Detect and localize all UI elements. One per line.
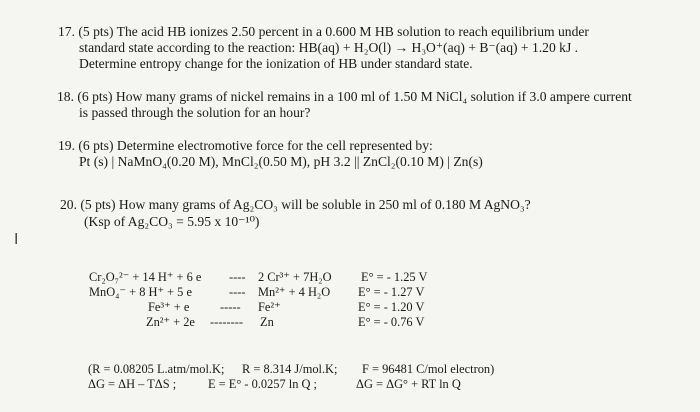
reaction-2-potential: E° = - 1.27 V [358, 285, 425, 299]
reaction-1-potential: E° = - 1.25 V [361, 270, 428, 284]
question-17-line-2: standard state according to the reaction: HB(aq) + H₂O(l) → H₃O⁺(aq) + B⁻(aq) + 1.20 kJ . [79, 40, 579, 55]
text-cursor-icon: I [14, 230, 19, 248]
constant-gas-r-joule: R = 8.314 J/mol.K; [242, 362, 338, 376]
reaction-1-left: Cr₂O₇²⁻ + 14 H⁺ + 6 e [89, 270, 202, 284]
equation-gibbs: ΔG = ΔH – TΔS ; [88, 377, 177, 391]
reaction-4-arrow: -------- [210, 315, 244, 329]
question-17-line-1: 17. (5 pts) The acid HB ionizes 2.50 percent in a 0.600 M HB solution to reach equilibrium under [58, 24, 589, 39]
question-18-line-1: 18. (6 pts) How many grams of nickel remains in a 100 ml of 1.50 M NiCl₄ solution if 3.0 ampere current [57, 89, 632, 104]
reaction-2-right: Mn²⁺ + 4 H₂O [258, 285, 331, 299]
question-20-line-1: 20. (5 pts) How many grams of Ag₂CO₃ will be soluble in 250 ml of 0.180 M AgNO₃? [60, 197, 531, 212]
reaction-2-arrow: ---- [229, 285, 246, 299]
reaction-3-right: Fe²⁺ [258, 300, 281, 314]
reaction-4-right: Zn [260, 315, 274, 329]
equation-gibbs-q: ΔG = ΔG° + RT ln Q [356, 377, 461, 391]
reaction-1-arrow: ---- [229, 270, 246, 284]
reaction-2-left: MnO₄⁻ + 8 H⁺ + 5 e [89, 285, 192, 299]
constant-faraday: F = 96481 C/mol electron) [362, 362, 495, 376]
reaction-3-left: Fe³⁺ + e [148, 300, 190, 314]
reaction-4-left: Zn²⁺ + 2e [146, 315, 195, 329]
question-20-line-2: (Ksp of Ag₂CO₃ = 5.95 x 10⁻¹⁰) [84, 214, 260, 229]
reaction-3-potential: E° = - 1.20 V [358, 300, 425, 314]
reaction-4-potential: E° = - 0.76 V [358, 315, 425, 329]
constant-gas-r-latm: (R = 0.08205 L.atm/mol.K; [88, 362, 225, 376]
question-17-line-3: Determine entropy change for the ionization of HB under standard state. [79, 56, 473, 71]
equation-nernst: E = E° - 0.0257 ln Q ; [208, 377, 317, 391]
question-18-line-2: is passed through the solution for an hour? [79, 105, 311, 120]
question-19-line-2: Pt (s) | NaMnO₄(0.20 M), MnCl₂(0.50 M), pH 3.2 || ZnCl₂(0.10 M) | Zn(s) [79, 154, 483, 169]
reaction-3-arrow: ----- [220, 300, 241, 314]
reaction-1-right: 2 Cr³⁺ + 7H₂O [258, 270, 332, 284]
question-19-line-1: 19. (6 pts) Determine electromotive force for the cell represented by: [58, 138, 433, 153]
